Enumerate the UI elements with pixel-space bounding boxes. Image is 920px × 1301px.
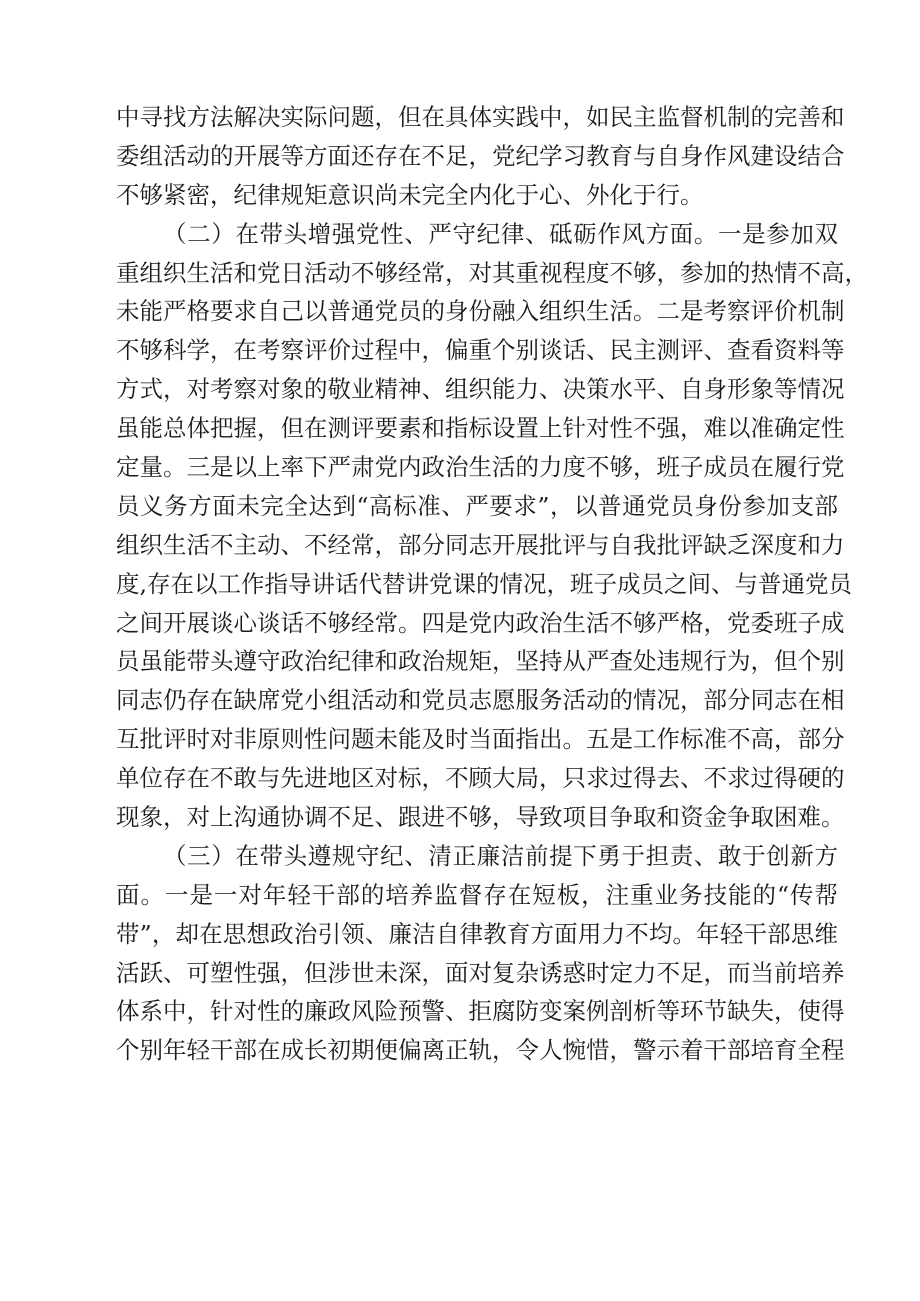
text-line: 带”，却在思想政治引领、廉洁自律教育方面用力不均。年轻干部思维 (116, 919, 838, 948)
text-line: 单位存在不敢与先进地区对标，不顾大局，只求过得去、不求过得硬的 (116, 764, 845, 793)
text-line: 委组活动的开展等方面还存在不足，党纪学习教育与自身作风建设结合 (116, 141, 845, 170)
text-line: 不够科学，在考察评价过程中，偏重个别谈话、民主测评、查看资料等 (116, 336, 845, 365)
text-line: 个别年轻干部在成长初期便偏离正轨，令人惋惜，警示着干部培育全程 (116, 1036, 845, 1065)
text-line: 定量。三是以上率下严肃党内政治生活的力度不够，班子成员在履行党 (116, 453, 845, 482)
text-line: 中寻找方法解决实际问题，但在具体实践中，如民主监督机制的完善和 (116, 103, 845, 131)
paragraph-2 (116, 215, 868, 837)
paragraph-3 (116, 837, 845, 1070)
text-line: 方式，对考察对象的敬业精神、组织能力、决策水平、自身形象等情况 (116, 375, 845, 404)
text-line: 面。一是一对年轻干部的培养监督存在短板，注重业务技能的“传帮 (116, 880, 838, 909)
text-line: 之间开展谈心谈话不够经常。四是党内政治生活不够严格，党委班子成 (116, 608, 845, 637)
paragraph-1 (116, 98, 845, 215)
text-line: 不够紧密，纪律规矩意识尚未完全内化于心、外化于行。 (116, 180, 704, 209)
text-line: 现象，对上沟通协调不足、跟进不够，导致项目争取和资金争取困难。 (116, 803, 845, 832)
text-line: 员虽能带头遵守政治纪律和政治规矩，坚持从严查处违规行为，但个别 (116, 647, 845, 676)
document-body (116, 98, 868, 1070)
text-line: 组织生活不主动、不经常，部分同志开展批评与自我批评缺乏深度和力 (116, 530, 845, 559)
text-line: 同志仍存在缺席党小组活动和党员志愿服务活动的情况，部分同志在相 (116, 686, 845, 715)
text-line: 虽能总体把握，但在测评要素和指标设置上针对性不强，难以准确定性 (116, 414, 845, 443)
text-line: 体系中，针对性的廉政风险预警、拒腐防变案例剖析等环节缺失，使得 (116, 997, 845, 1026)
text-line: 度,存在以工作指导讲话代替讲党课的情况，班子成员之间、与普通党员 (116, 569, 852, 598)
text-line: 重组织生活和党日活动不够经常，对其重视程度不够，参加的热情不高， (116, 258, 868, 287)
text-line: （三）在带头遵规守纪、清正廉洁前提下勇于担责、敢于创新方 (163, 841, 838, 870)
text-line: （二）在带头增强党性、严守纪律、砥砺作风方面。一是参加双 (163, 219, 838, 248)
text-line: 活跃、可塑性强，但涉世未深，面对复杂诱惑时定力不足，而当前培养 (116, 958, 845, 987)
text-line: 互批评时对非原则性问题未能及时当面指出。五是工作标准不高，部分 (116, 725, 845, 754)
text-line: 未能严格要求自己以普通党员的身份融入组织生活。二是考察评价机制 (116, 297, 845, 326)
text-line: 员义务方面未完全达到“高标准、严要求”，以普通党员身份参加支部 (116, 491, 838, 520)
